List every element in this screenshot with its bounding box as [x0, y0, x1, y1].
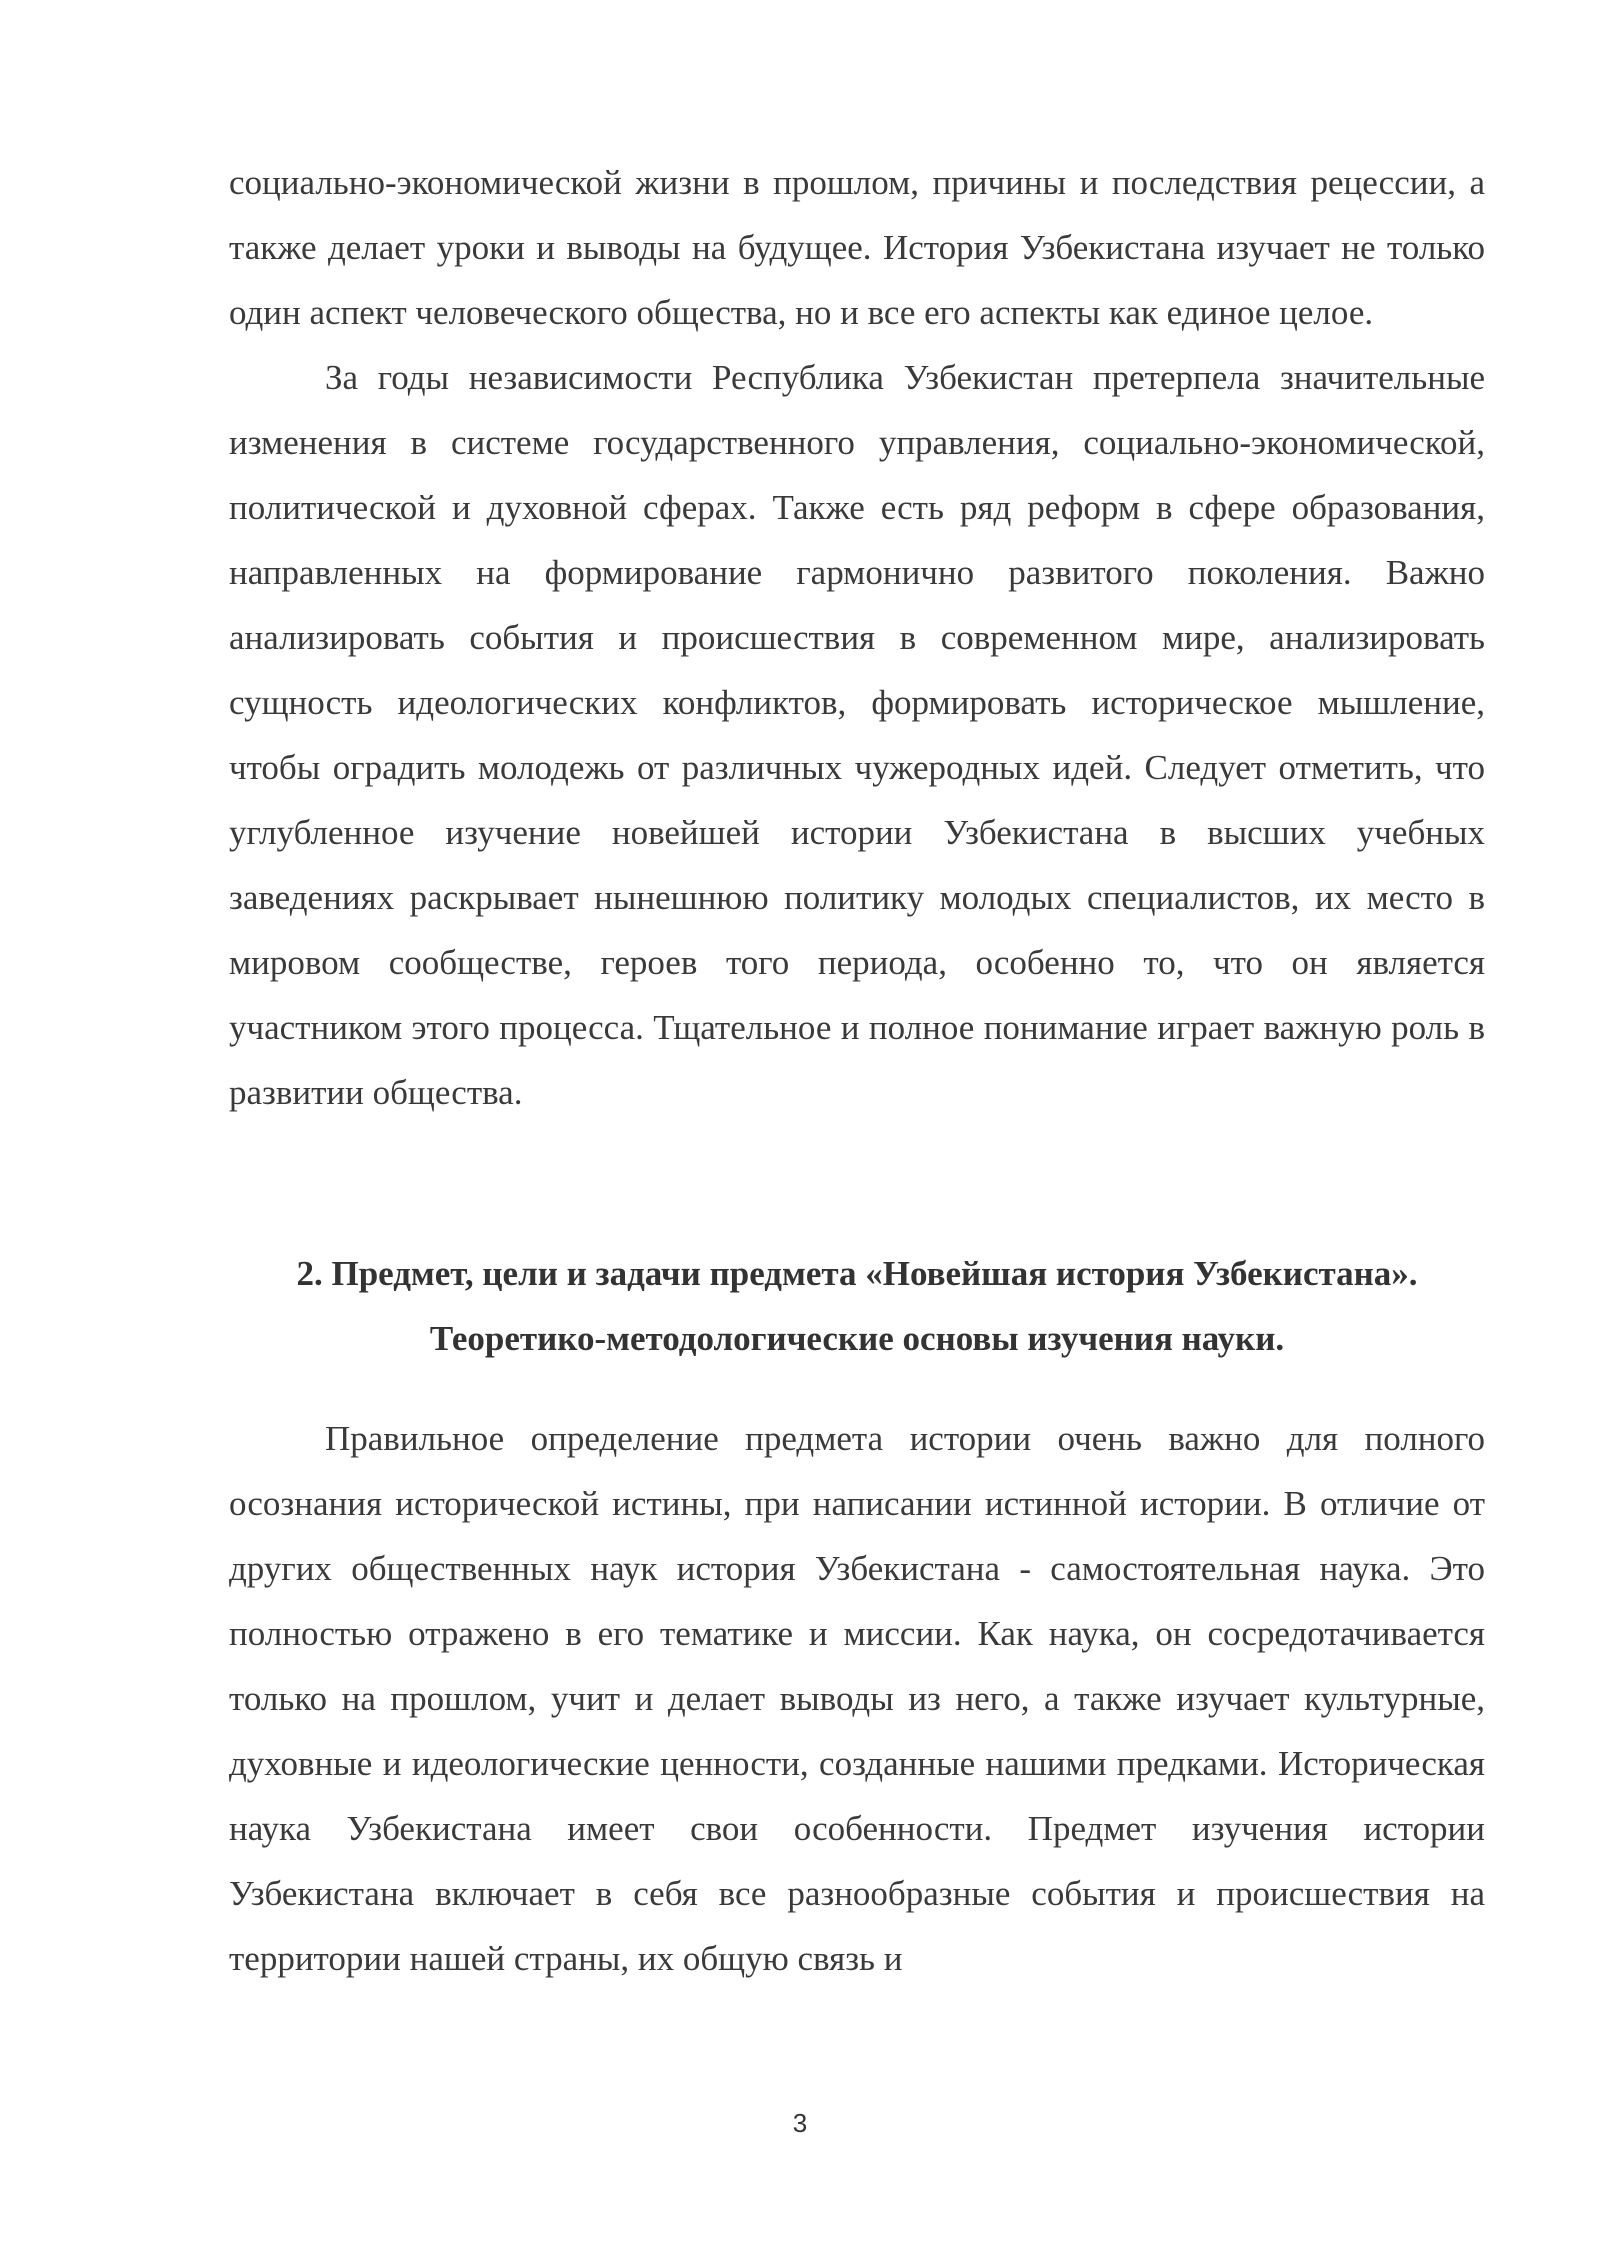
section-heading-line: 2. Предмет, цели и задачи предмета «Новейшая история Узбекистана».: [296, 1254, 1418, 1293]
body-paragraph: За годы независимости Республика Узбекистан претерпела значительные изменения в системе государственного управления, социально-экономической, политической и духовной сферах. Также есть ряд реформ в сфере образования, направленных на формирование гармонично развитого поколения. Важно анализировать события и происшествия в современном мире, анализировать сущность идеологических конфликтов, формировать историческое мышление, чтобы оградить молодежь от различных чужеродных идей. Следует отметить, что углубленное изучение новейшей истории Узбекистана в высших учебных заведениях раскрывает нынешнюю политику молодых специалистов, их место в мировом сообществе, героев того периода, особенно то, что он является участником этого процесса. Тщательное и полное понимание играет важную роль в развитии общества.: [229, 358, 1485, 1112]
section-heading-line: Теоретико-методологические основы изучения науки.: [429, 1319, 1285, 1358]
body-paragraph: Правильное определение предмета истории очень важно для полного осознания исторической истины, при написании истинной истории. В отличие от других общественных наук история Узбекистана - самостоятельная наука. Это полностью отражено в его тематике и миссии. Как наука, он сосредотачивается только на прошлом, учит и делает выводы из него, а также изучает культурные, духовные и идеологические ценности, созданные нашими предками. Историческая наука Узбекистана имеет свои особенности. Предмет изучения истории Узбекистана включает в себя все разнообразные события и происшествия на территории нашей страны, их общую связь и: [229, 1419, 1485, 1978]
page-number: 3: [792, 2108, 808, 2138]
body-paragraph: социально-экономической жизни в прошлом, причины и последствия рецессии, а также делает уроки и выводы на будущее. История Узбекистана изучает не только один аспект человеческого общества, но и все его аспекты как единое целое.: [229, 163, 1485, 332]
section-heading: [229, 1241, 1485, 1371]
page-content: [229, 150, 1485, 1991]
